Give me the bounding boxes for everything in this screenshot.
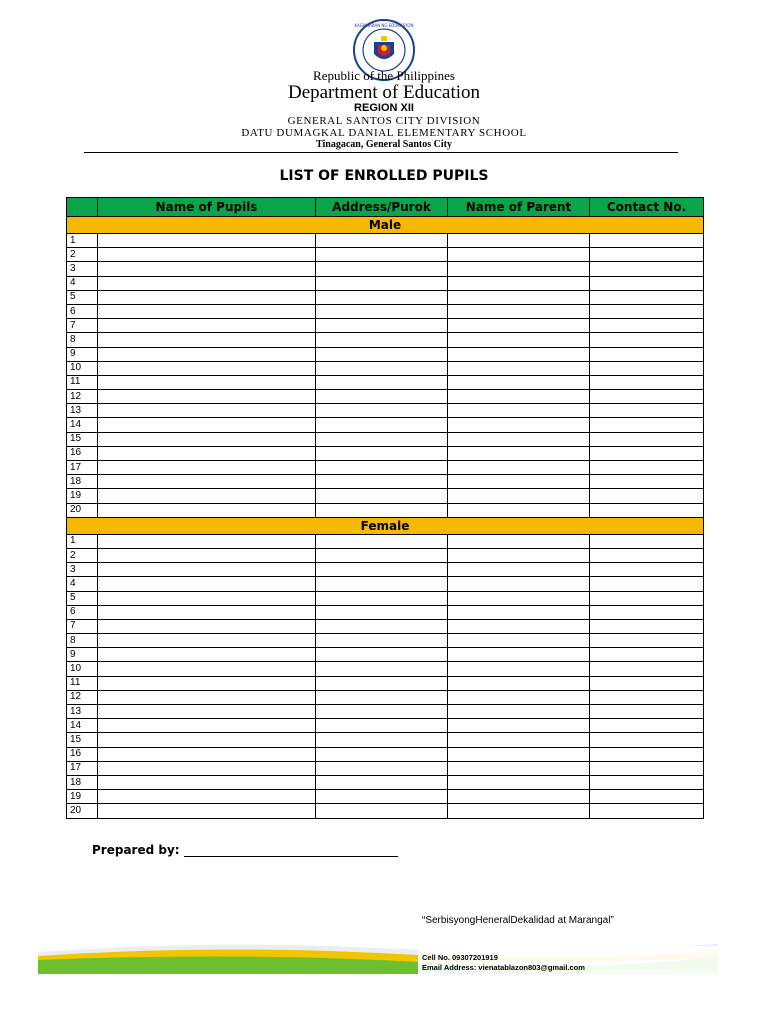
row-number: 18: [67, 775, 98, 789]
row-number: 15: [67, 432, 98, 446]
table-body: [67, 217, 704, 819]
table-cell[interactable]: [98, 690, 316, 704]
table-cell[interactable]: [98, 676, 316, 690]
row-number: 1: [67, 234, 98, 248]
table-cell[interactable]: [316, 503, 448, 517]
table-cell[interactable]: [448, 276, 590, 290]
table-cell[interactable]: [448, 563, 590, 577]
table-cell[interactable]: [590, 319, 704, 333]
table-cell[interactable]: [316, 676, 448, 690]
table-cell[interactable]: [448, 747, 590, 761]
table-cell[interactable]: [316, 361, 448, 375]
table-cell[interactable]: [448, 475, 590, 489]
enrolled-pupils-table: [66, 197, 704, 819]
table-cell[interactable]: [98, 733, 316, 747]
row-number: 8: [67, 634, 98, 648]
table-row: [67, 361, 704, 375]
table-cell[interactable]: [98, 775, 316, 789]
table-cell[interactable]: [98, 634, 316, 648]
table-cell[interactable]: [98, 489, 316, 503]
table-row: [67, 747, 704, 761]
table-row: [67, 591, 704, 605]
table-cell[interactable]: [448, 347, 590, 361]
table-row: [67, 662, 704, 676]
table-cell[interactable]: [448, 705, 590, 719]
table-cell[interactable]: [448, 418, 590, 432]
table-cell[interactable]: [448, 591, 590, 605]
prepared-by: [92, 843, 398, 857]
table-cell[interactable]: [316, 304, 448, 318]
row-number: 16: [67, 747, 98, 761]
table-cell[interactable]: [316, 790, 448, 804]
table-row: [67, 446, 704, 460]
page-title: LIST OF ENROLLED PUPILS: [279, 168, 489, 184]
table-header-row: [67, 198, 704, 217]
table-cell[interactable]: [316, 262, 448, 276]
table-row: [67, 276, 704, 290]
table-cell[interactable]: [98, 662, 316, 676]
table-row: [67, 375, 704, 389]
table-cell[interactable]: [448, 248, 590, 262]
row-number: 4: [67, 276, 98, 290]
table-cell[interactable]: [448, 662, 590, 676]
row-number: 10: [67, 662, 98, 676]
table-cell[interactable]: [590, 705, 704, 719]
table-cell[interactable]: [590, 548, 704, 562]
table-cell[interactable]: [448, 333, 590, 347]
table-cell[interactable]: [590, 234, 704, 248]
table-row: [67, 775, 704, 789]
table-cell[interactable]: [448, 733, 590, 747]
table-cell[interactable]: [316, 347, 448, 361]
contact-cell-number: Cell No. 09307201919: [422, 953, 498, 962]
row-number: 5: [67, 290, 98, 304]
table-cell[interactable]: [98, 605, 316, 619]
row-number: 15: [67, 733, 98, 747]
table-row: [67, 248, 704, 262]
table-cell[interactable]: [98, 719, 316, 733]
table-cell[interactable]: [98, 248, 316, 262]
row-number: 14: [67, 719, 98, 733]
table-cell[interactable]: [590, 747, 704, 761]
table-cell[interactable]: [316, 662, 448, 676]
table-cell[interactable]: [590, 605, 704, 619]
table-cell[interactable]: [448, 619, 590, 633]
table-cell[interactable]: [590, 276, 704, 290]
school-address: Tinagacan, General Santos City: [316, 139, 452, 150]
table-cell[interactable]: [448, 690, 590, 704]
table-cell[interactable]: [448, 605, 590, 619]
table-cell[interactable]: [448, 446, 590, 460]
table-cell[interactable]: [98, 290, 316, 304]
table-cell[interactable]: [448, 489, 590, 503]
table-row: [67, 489, 704, 503]
row-number: 9: [67, 648, 98, 662]
table-cell[interactable]: [590, 461, 704, 475]
table-cell[interactable]: [590, 690, 704, 704]
contact-email: Email Address: vienatablazon803@gmail.com: [422, 963, 585, 972]
row-number: 18: [67, 475, 98, 489]
table-cell[interactable]: [316, 432, 448, 446]
table-cell[interactable]: [316, 548, 448, 562]
department-heading: Department of Education: [287, 82, 481, 103]
table-cell[interactable]: [590, 563, 704, 577]
row-number: 1: [67, 534, 98, 548]
section-row: [67, 517, 704, 534]
column-header-parent: Name of Parent: [448, 198, 590, 217]
table-cell[interactable]: [316, 747, 448, 761]
table-row: [67, 333, 704, 347]
table-cell[interactable]: [316, 733, 448, 747]
table-row: [67, 404, 704, 418]
table-row: [67, 690, 704, 704]
table-row: [67, 634, 704, 648]
table-cell[interactable]: [448, 290, 590, 304]
table-row: [67, 262, 704, 276]
table-cell[interactable]: [316, 489, 448, 503]
footer-wave-graphic: [38, 934, 718, 974]
table-cell[interactable]: [316, 333, 448, 347]
section-label: Male: [67, 217, 704, 234]
table-cell[interactable]: [448, 676, 590, 690]
table-cell[interactable]: [98, 375, 316, 389]
table-cell[interactable]: [590, 719, 704, 733]
table-cell[interactable]: [448, 432, 590, 446]
row-number: 10: [67, 361, 98, 375]
table-cell[interactable]: [448, 404, 590, 418]
row-number: 9: [67, 347, 98, 361]
table-cell[interactable]: [448, 534, 590, 548]
row-number: 11: [67, 676, 98, 690]
table-row: [67, 347, 704, 361]
table-cell[interactable]: [316, 634, 448, 648]
table-cell[interactable]: [98, 705, 316, 719]
table-cell[interactable]: [98, 475, 316, 489]
table-cell[interactable]: [590, 775, 704, 789]
table-cell[interactable]: [590, 619, 704, 633]
table-cell[interactable]: [98, 548, 316, 562]
table-cell[interactable]: [590, 790, 704, 804]
column-header-number: [67, 198, 98, 217]
row-number: 19: [67, 790, 98, 804]
table-cell[interactable]: [590, 404, 704, 418]
column-header-address: Address/Purok: [316, 198, 448, 217]
table-cell[interactable]: [98, 262, 316, 276]
table-cell[interactable]: [448, 648, 590, 662]
table-cell[interactable]: [448, 634, 590, 648]
table-row: [67, 548, 704, 562]
table-cell[interactable]: [98, 304, 316, 318]
table-cell[interactable]: [448, 775, 590, 789]
section-row: [67, 217, 704, 234]
table-row: [67, 534, 704, 548]
table-cell[interactable]: [98, 790, 316, 804]
table-cell[interactable]: [448, 375, 590, 389]
table-cell[interactable]: [590, 304, 704, 318]
table-row: [67, 563, 704, 577]
row-number: 6: [67, 605, 98, 619]
table-cell[interactable]: [590, 475, 704, 489]
table-cell[interactable]: [448, 719, 590, 733]
table-cell[interactable]: [98, 577, 316, 591]
table-cell[interactable]: [316, 290, 448, 304]
row-number: 2: [67, 248, 98, 262]
table-row: [67, 605, 704, 619]
table-cell[interactable]: [590, 262, 704, 276]
table-cell[interactable]: [316, 446, 448, 460]
row-number: 6: [67, 304, 98, 318]
table-cell[interactable]: [316, 705, 448, 719]
table-cell[interactable]: [590, 446, 704, 460]
row-number: 7: [67, 319, 98, 333]
table-cell[interactable]: [98, 333, 316, 347]
table-cell[interactable]: [448, 262, 590, 276]
table-cell[interactable]: [316, 761, 448, 775]
column-header-name: Name of Pupils: [98, 198, 316, 217]
table-cell[interactable]: [98, 461, 316, 475]
table-cell[interactable]: [590, 804, 704, 818]
table-row: [67, 461, 704, 475]
table-cell[interactable]: [98, 503, 316, 517]
table-row: [67, 319, 704, 333]
table-cell[interactable]: [316, 591, 448, 605]
table-cell[interactable]: [98, 390, 316, 404]
table-cell[interactable]: [98, 648, 316, 662]
school-heading: DATU DUMAGKAL DANIAL ELEMENTARY SCHOOL: [241, 127, 527, 139]
table-cell[interactable]: [98, 234, 316, 248]
table-cell[interactable]: [590, 390, 704, 404]
table-cell[interactable]: [590, 489, 704, 503]
table-cell[interactable]: [448, 461, 590, 475]
table-row: [67, 432, 704, 446]
table-cell[interactable]: [590, 503, 704, 517]
row-number: 7: [67, 619, 98, 633]
table-cell[interactable]: [316, 375, 448, 389]
table-row: [67, 676, 704, 690]
table-cell[interactable]: [98, 361, 316, 375]
table-cell[interactable]: [590, 676, 704, 690]
row-number: 20: [67, 503, 98, 517]
table-row: [67, 761, 704, 775]
motto-text: “SerbisyongHeneralDekalidad at Marangal”: [422, 915, 614, 926]
table-cell[interactable]: [316, 248, 448, 262]
table-row: [67, 475, 704, 489]
section-label: Female: [67, 517, 704, 534]
row-number: 3: [67, 262, 98, 276]
table-cell[interactable]: [590, 761, 704, 775]
table-cell[interactable]: [316, 563, 448, 577]
table-cell[interactable]: [98, 804, 316, 818]
table-cell[interactable]: [98, 534, 316, 548]
table-cell[interactable]: [316, 577, 448, 591]
table-cell[interactable]: [590, 733, 704, 747]
table-cell[interactable]: [448, 804, 590, 818]
prepared-by-label: Prepared by:: [92, 843, 180, 857]
row-number: 2: [67, 548, 98, 562]
table-cell[interactable]: [98, 404, 316, 418]
table-cell[interactable]: [98, 619, 316, 633]
table-cell[interactable]: [316, 605, 448, 619]
table-cell[interactable]: [98, 563, 316, 577]
table-cell[interactable]: [448, 548, 590, 562]
table-cell[interactable]: [316, 404, 448, 418]
row-number: 20: [67, 804, 98, 818]
division-heading: GENERAL SANTOS CITY DIVISION: [287, 115, 481, 127]
table-cell[interactable]: [98, 418, 316, 432]
table-cell[interactable]: [448, 790, 590, 804]
table-cell[interactable]: [98, 276, 316, 290]
table-row: [67, 503, 704, 517]
table-row: [67, 234, 704, 248]
table-cell[interactable]: [316, 461, 448, 475]
table-cell[interactable]: [448, 319, 590, 333]
table-cell[interactable]: [590, 648, 704, 662]
region-heading: REGION XII: [354, 102, 414, 114]
table-cell[interactable]: [448, 304, 590, 318]
row-number: 19: [67, 489, 98, 503]
table-cell[interactable]: [590, 577, 704, 591]
signature-line[interactable]: [184, 844, 398, 857]
table-cell[interactable]: [316, 619, 448, 633]
table-cell[interactable]: [98, 319, 316, 333]
table-cell[interactable]: [590, 333, 704, 347]
table-cell[interactable]: [590, 375, 704, 389]
table-cell[interactable]: [590, 248, 704, 262]
table-cell[interactable]: [316, 534, 448, 548]
header-divider: [84, 152, 678, 153]
table-cell[interactable]: [590, 290, 704, 304]
table-cell[interactable]: [316, 390, 448, 404]
table-cell[interactable]: [316, 234, 448, 248]
table-cell[interactable]: [98, 747, 316, 761]
table-row: [67, 648, 704, 662]
table-cell[interactable]: [448, 361, 590, 375]
table-cell[interactable]: [590, 361, 704, 375]
row-number: 17: [67, 461, 98, 475]
seal-text: KAGAWARAN NG EDUKASYON: [354, 23, 414, 28]
table-row: [67, 619, 704, 633]
table-cell[interactable]: [98, 446, 316, 460]
row-number: 16: [67, 446, 98, 460]
table-row: [67, 418, 704, 432]
row-number: 4: [67, 577, 98, 591]
table-cell[interactable]: [316, 719, 448, 733]
table-row: [67, 577, 704, 591]
table-cell[interactable]: [448, 503, 590, 517]
row-number: 17: [67, 761, 98, 775]
table-cell[interactable]: [316, 690, 448, 704]
table-cell[interactable]: [316, 804, 448, 818]
row-number: 8: [67, 333, 98, 347]
row-number: 12: [67, 390, 98, 404]
row-number: 3: [67, 563, 98, 577]
table-cell[interactable]: [98, 761, 316, 775]
row-number: 12: [67, 690, 98, 704]
table-cell[interactable]: [316, 319, 448, 333]
table-row: [67, 804, 704, 818]
row-number: 11: [67, 375, 98, 389]
table-cell[interactable]: [590, 432, 704, 446]
row-number: 13: [67, 705, 98, 719]
row-number: 5: [67, 591, 98, 605]
table-cell[interactable]: [98, 432, 316, 446]
table-row: [67, 705, 704, 719]
table-cell[interactable]: [316, 418, 448, 432]
table-cell[interactable]: [590, 347, 704, 361]
table-cell[interactable]: [316, 276, 448, 290]
column-header-contact: Contact No.: [590, 198, 704, 217]
table-row: [67, 290, 704, 304]
table-cell[interactable]: [448, 577, 590, 591]
table-row: [67, 733, 704, 747]
table-cell[interactable]: [316, 775, 448, 789]
table-cell[interactable]: [316, 648, 448, 662]
republic-heading: Republic of the Philippines: [313, 68, 455, 83]
table-cell[interactable]: [590, 634, 704, 648]
table-cell[interactable]: [316, 475, 448, 489]
table-cell[interactable]: [448, 234, 590, 248]
row-number: 14: [67, 418, 98, 432]
table-row: [67, 304, 704, 318]
table-cell[interactable]: [448, 390, 590, 404]
table-row: [67, 719, 704, 733]
row-number: 13: [67, 404, 98, 418]
table-row: [67, 390, 704, 404]
table-cell[interactable]: [448, 761, 590, 775]
table-cell[interactable]: [98, 347, 316, 361]
table-cell[interactable]: [98, 591, 316, 605]
table-cell[interactable]: [590, 591, 704, 605]
table-row: [67, 790, 704, 804]
table-cell[interactable]: [590, 662, 704, 676]
table-cell[interactable]: [590, 418, 704, 432]
table-cell[interactable]: [590, 534, 704, 548]
